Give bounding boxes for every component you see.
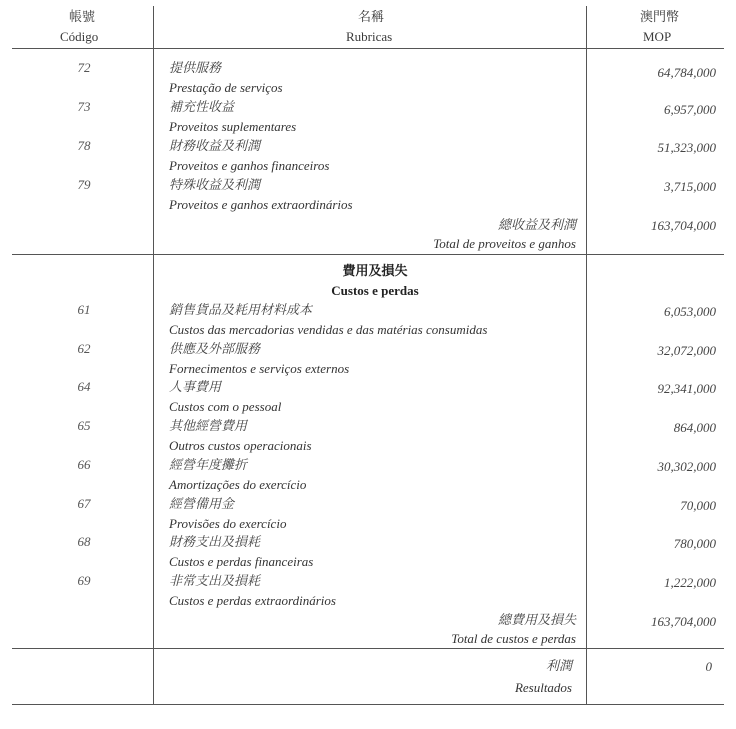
rubric-zh: 財務支出及損耗 [169, 534, 261, 549]
amount: 780,000 [673, 536, 716, 551]
income-total-amount: 163,704,000 [651, 218, 716, 233]
header-name-zh: 名稱 [358, 9, 385, 24]
amount: 3,715,000 [664, 179, 716, 194]
rubric-zh: 經營年度攤折 [169, 457, 248, 472]
costs-total-pt: Total de custos e perdas [451, 631, 576, 646]
costs-title-zh: 費用及損失 [342, 263, 408, 278]
amount: 70,000 [680, 498, 716, 513]
costs-total-amount: 163,704,000 [651, 614, 716, 629]
account-code: 61 [77, 302, 91, 317]
rubric-pt: Provisões do exercício [169, 516, 287, 531]
rubric-zh: 經營備用金 [169, 496, 235, 511]
rubric-zh: 銷售貨品及耗用材料成本 [169, 302, 313, 317]
rubric-pt: Proveitos e ganhos extraordinários [169, 197, 353, 212]
rubric-pt: Proveitos suplementares [169, 119, 297, 134]
amount: 1,222,000 [664, 575, 716, 590]
income-total-pt: Total de proveitos e ganhos [433, 236, 576, 251]
rubric-zh: 提供服務 [169, 60, 222, 75]
amount: 92,341,000 [657, 381, 716, 396]
account-code: 72 [77, 60, 91, 75]
rubric-pt: Fornecimentos e serviços externos [169, 361, 350, 376]
column-divider-right [586, 6, 587, 704]
rubric-pt: Proveitos e ganhos financeiros [169, 158, 330, 173]
account-code: 67 [77, 496, 91, 511]
rubric-pt: Custos e perdas extraordinários [169, 593, 336, 608]
account-code: 62 [77, 341, 91, 356]
header-code-zh: 帳號 [69, 9, 96, 24]
costs-total-zh: 總費用及損失 [497, 612, 576, 627]
rubric-zh: 財務收益及利潤 [169, 138, 261, 153]
amount: 51,323,000 [657, 140, 716, 155]
amount: 64,784,000 [657, 65, 716, 80]
rubric-pt: Prestação de serviços [169, 80, 283, 95]
rubric-zh: 非常支出及損耗 [169, 573, 261, 588]
income-section-rule [12, 254, 724, 255]
rubric-zh: 特殊收益及利潤 [169, 177, 261, 192]
income-total-zh: 總收益及利潤 [497, 217, 576, 232]
rubric-pt: Custos e perdas financeiras [169, 554, 314, 569]
header-currency-pt: MOP [643, 29, 672, 44]
amount: 32,072,000 [657, 343, 716, 358]
account-code: 68 [77, 534, 91, 549]
table-bottom-rule [12, 704, 724, 705]
amount: 864,000 [673, 420, 716, 435]
header-rule [12, 48, 724, 49]
account-code: 69 [77, 573, 91, 588]
amount: 6,053,000 [664, 304, 716, 319]
costs-title-pt: Custos e perdas [331, 283, 419, 298]
result-zh: 利潤 [545, 658, 572, 673]
rubric-zh: 補充性收益 [169, 99, 235, 114]
account-code: 79 [77, 177, 91, 192]
rubric-zh: 供應及外部服務 [169, 341, 261, 356]
amount: 6,957,000 [664, 102, 716, 117]
rubric-pt: Custos das mercadorias vendidas e das matérias consumidas [169, 322, 488, 337]
header-name-pt: Rubricas [346, 29, 393, 44]
rubric-pt: Amortizações do exercício [169, 477, 307, 492]
account-code: 66 [77, 457, 91, 472]
header-currency-zh: 澳門幣 [640, 9, 680, 24]
costs-section-rule [12, 648, 724, 649]
result-amount: 0 [705, 659, 712, 674]
rubric-pt: Outros custos operacionais [169, 438, 312, 453]
result-pt: Resultados [514, 680, 572, 695]
account-code: 64 [77, 379, 91, 394]
rubric-zh: 其他經營費用 [169, 418, 248, 433]
amount: 30,302,000 [657, 459, 716, 474]
account-code: 78 [77, 138, 91, 153]
account-code: 73 [77, 99, 91, 114]
rubric-zh: 人事費用 [169, 379, 222, 394]
account-code: 65 [77, 418, 91, 433]
header-code-pt: Código [60, 29, 99, 44]
rubric-pt: Custos com o pessoal [169, 399, 282, 414]
column-divider-left [153, 6, 154, 704]
